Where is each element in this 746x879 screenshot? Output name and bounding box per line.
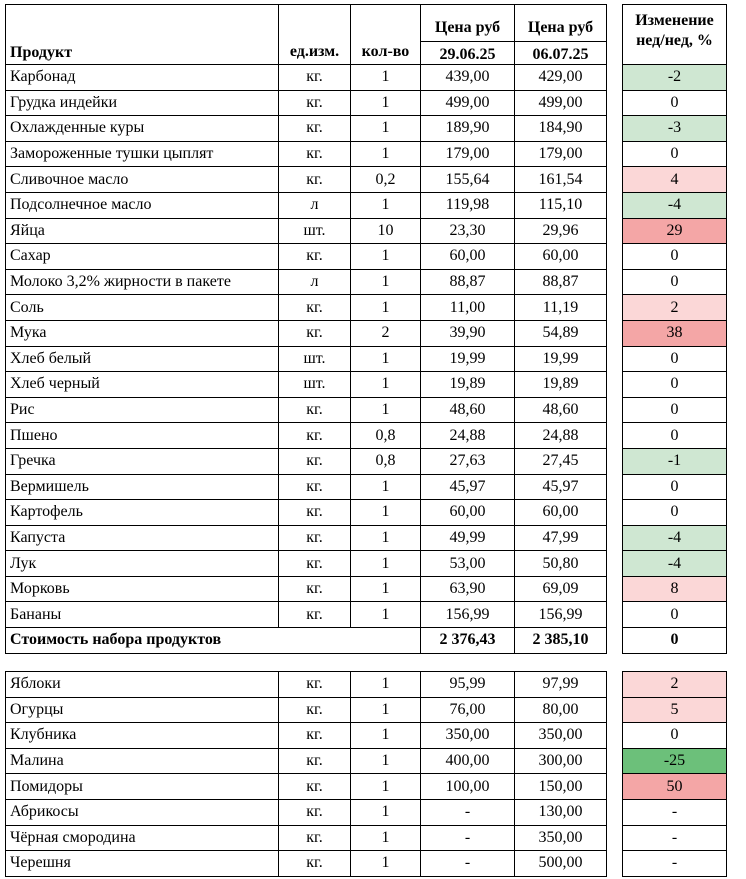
price-date1-cell: 45,97 (421, 474, 515, 500)
gap-cell (607, 672, 623, 698)
price-date1-cell: - (421, 851, 515, 877)
gap-cell (607, 825, 623, 851)
qty-cell: 1 (351, 141, 421, 167)
unit-cell: кг. (279, 851, 351, 877)
table-row (6, 397, 727, 423)
header-unit: ед.изм. (279, 5, 351, 65)
unit-cell: кг. (279, 500, 351, 526)
change-cell: 0 (623, 602, 727, 628)
qty-cell: 1 (351, 397, 421, 423)
product-name: Гречка (6, 448, 279, 474)
gap-cell (607, 576, 623, 602)
change-cell: -4 (623, 551, 727, 577)
unit-cell: кг. (279, 65, 351, 91)
price-date1-cell: 39,90 (421, 320, 515, 346)
table-row (6, 672, 727, 698)
change-cell: 0 (623, 500, 727, 526)
price-date1-cell: - (421, 825, 515, 851)
change-cell: 4 (623, 167, 727, 193)
price-date1-cell: 350,00 (421, 723, 515, 749)
product-name: Малина (6, 748, 279, 774)
change-cell: -2 (623, 65, 727, 91)
product-name: Сливочное масло (6, 167, 279, 193)
table-row (6, 551, 727, 577)
unit-cell: кг. (279, 244, 351, 270)
qty-cell: 1 (351, 372, 421, 398)
qty-cell: 1 (351, 65, 421, 91)
price-date1-cell: 439,00 (421, 65, 515, 91)
price-date1-cell: 19,89 (421, 372, 515, 398)
gap-cell (607, 551, 623, 577)
qty-cell: 1 (351, 192, 421, 218)
gap-cell (607, 602, 623, 628)
change-cell: 50 (623, 774, 727, 800)
qty-cell: 1 (351, 602, 421, 628)
price-date2-cell: 499,00 (515, 90, 607, 116)
gap-cell (607, 192, 623, 218)
gap-cell (607, 141, 623, 167)
price-date2-cell: 350,00 (515, 825, 607, 851)
price-date1-cell: 156,99 (421, 602, 515, 628)
unit-cell: шт. (279, 372, 351, 398)
unit-cell: кг. (279, 423, 351, 449)
table-row (6, 269, 727, 295)
gap-cell (607, 748, 623, 774)
change-cell: 0 (623, 269, 727, 295)
table-row (6, 346, 727, 372)
price-date2-cell: 29,96 (515, 218, 607, 244)
product-name: Помидоры (6, 774, 279, 800)
price-date2-cell: 54,89 (515, 320, 607, 346)
product-name: Рис (6, 397, 279, 423)
gap-cell (607, 372, 623, 398)
product-name: Мука (6, 320, 279, 346)
header-row (6, 5, 727, 65)
unit-cell: кг. (279, 551, 351, 577)
product-name: Охлажденные куры (6, 116, 279, 142)
unit-cell: кг. (279, 474, 351, 500)
product-name: Яблоки (6, 672, 279, 698)
table-row (6, 141, 727, 167)
qty-cell: 1 (351, 90, 421, 116)
change-cell: 0 (623, 90, 727, 116)
price-date2-cell: 48,60 (515, 397, 607, 423)
product-name: Капуста (6, 525, 279, 551)
gap-cell (607, 723, 623, 749)
unit-cell: кг. (279, 799, 351, 825)
unit-cell: кг. (279, 448, 351, 474)
qty-cell: 1 (351, 748, 421, 774)
table-row (6, 90, 727, 116)
price-table (5, 4, 727, 654)
change-cell: 29 (623, 218, 727, 244)
qty-cell: 1 (351, 576, 421, 602)
price-date2-cell: 11,19 (515, 295, 607, 321)
price-date1-cell: - (421, 799, 515, 825)
table-row (6, 602, 727, 628)
product-name: Хлеб черный (6, 372, 279, 398)
price-date2-cell: 80,00 (515, 697, 607, 723)
table-row (6, 448, 727, 474)
qty-cell: 0,8 (351, 448, 421, 474)
gap-cell (607, 525, 623, 551)
product-name: Огурцы (6, 697, 279, 723)
table-row (6, 320, 727, 346)
qty-cell: 1 (351, 474, 421, 500)
gap-cell (607, 269, 623, 295)
change-cell: -1 (623, 448, 727, 474)
table-row (6, 748, 727, 774)
qty-cell: 1 (351, 851, 421, 877)
product-name: Абрикосы (6, 799, 279, 825)
total-price-date1: 2 376,43 (421, 628, 515, 654)
product-name: Лук (6, 551, 279, 577)
price-date1-cell: 179,00 (421, 141, 515, 167)
qty-cell: 1 (351, 697, 421, 723)
table-row (6, 244, 727, 270)
table-row (6, 218, 727, 244)
change-cell: 38 (623, 320, 727, 346)
price-date2-cell: 300,00 (515, 748, 607, 774)
product-name: Карбонад (6, 65, 279, 91)
price-date2-cell: 47,99 (515, 525, 607, 551)
price-date2-cell: 97,99 (515, 672, 607, 698)
table-row (6, 525, 727, 551)
table-row (6, 851, 727, 877)
price-date1-cell: 499,00 (421, 90, 515, 116)
change-cell: 5 (623, 697, 727, 723)
table-row (6, 116, 727, 142)
price-date2-cell: 19,99 (515, 346, 607, 372)
table-row (6, 167, 727, 193)
unit-cell: кг. (279, 141, 351, 167)
table-row (6, 799, 727, 825)
qty-cell: 1 (351, 116, 421, 142)
change-cell: -25 (623, 748, 727, 774)
product-name: Молоко 3,2% жирности в пакете (6, 269, 279, 295)
price-date1-cell: 88,87 (421, 269, 515, 295)
price-date1-cell: 100,00 (421, 774, 515, 800)
price-date2-cell: 60,00 (515, 244, 607, 270)
gap-cell (607, 851, 623, 877)
qty-cell: 1 (351, 346, 421, 372)
header-change: Изменение нед/нед, % (623, 5, 727, 65)
change-cell: 0 (623, 244, 727, 270)
price-date2-cell: 88,87 (515, 269, 607, 295)
price-date1-cell: 189,90 (421, 116, 515, 142)
product-name: Пшено (6, 423, 279, 449)
gap-cell (607, 90, 623, 116)
unit-cell: кг. (279, 295, 351, 321)
header-product: Продукт (6, 5, 279, 65)
table-row (6, 474, 727, 500)
product-name: Клубника (6, 723, 279, 749)
price-date2-cell: 150,00 (515, 774, 607, 800)
header-price-label-2: Цена руб (515, 19, 607, 42)
gap-cell (607, 295, 623, 321)
gap-cell (607, 167, 623, 193)
change-cell: 0 (623, 372, 727, 398)
price-date1-cell: 19,99 (421, 346, 515, 372)
header-date2: 06.07.25 (532, 46, 589, 63)
total-row (6, 628, 727, 654)
price-date2-cell: 115,10 (515, 192, 607, 218)
change-cell: 0 (623, 474, 727, 500)
unit-cell: кг. (279, 774, 351, 800)
change-cell: 0 (623, 423, 727, 449)
product-name: Морковь (6, 576, 279, 602)
unit-cell: шт. (279, 218, 351, 244)
qty-cell: 10 (351, 218, 421, 244)
price-date1-cell: 95,99 (421, 672, 515, 698)
header-price-label-1: Цена руб (421, 19, 515, 42)
header-qty: кол-во (351, 5, 421, 65)
price-date1-cell: 119,98 (421, 192, 515, 218)
unit-cell: кг. (279, 748, 351, 774)
gap-cell (607, 244, 623, 270)
price-date1-cell: 63,90 (421, 576, 515, 602)
change-cell: -4 (623, 525, 727, 551)
product-name: Сахар (6, 244, 279, 270)
price-date2-cell: 50,80 (515, 551, 607, 577)
gap-cell (607, 65, 623, 91)
header-date1: 29.06.25 (439, 46, 496, 63)
price-date1-cell: 60,00 (421, 500, 515, 526)
gap-cell (607, 397, 623, 423)
table-row (6, 825, 727, 851)
price-date1-cell: 48,60 (421, 397, 515, 423)
change-cell: 8 (623, 576, 727, 602)
unit-cell: кг. (279, 397, 351, 423)
price-date2-cell: 130,00 (515, 799, 607, 825)
price-date2-cell: 27,45 (515, 448, 607, 474)
product-name: Соль (6, 295, 279, 321)
gap-cell (607, 628, 623, 654)
price-date1-cell: 23,30 (421, 218, 515, 244)
table-row (6, 192, 727, 218)
price-date2-cell: 19,89 (515, 372, 607, 398)
gap-cell (607, 346, 623, 372)
qty-cell: 0,2 (351, 167, 421, 193)
header-price-date2 (515, 5, 607, 65)
qty-cell: 1 (351, 525, 421, 551)
qty-cell: 2 (351, 320, 421, 346)
product-name: Замороженные тушки цыплят (6, 141, 279, 167)
unit-cell: кг. (279, 167, 351, 193)
table-row (6, 500, 727, 526)
price-date1-cell: 53,00 (421, 551, 515, 577)
change-cell: 0 (623, 723, 727, 749)
table-row (6, 295, 727, 321)
change-cell: 2 (623, 295, 727, 321)
product-name: Бананы (6, 602, 279, 628)
qty-cell: 1 (351, 244, 421, 270)
gap-cell (607, 500, 623, 526)
change-cell: -3 (623, 116, 727, 142)
table-row (6, 65, 727, 91)
product-name: Черешня (6, 851, 279, 877)
unit-cell: кг. (279, 723, 351, 749)
change-cell: - (623, 799, 727, 825)
unit-cell: кг. (279, 90, 351, 116)
price-date2-cell: 24,88 (515, 423, 607, 449)
unit-cell: кг. (279, 525, 351, 551)
price-date1-cell: 11,00 (421, 295, 515, 321)
unit-cell: л (279, 192, 351, 218)
table-row (6, 576, 727, 602)
change-cell: - (623, 825, 727, 851)
qty-cell: 1 (351, 825, 421, 851)
unit-cell: шт. (279, 346, 351, 372)
qty-cell: 1 (351, 500, 421, 526)
qty-cell: 1 (351, 295, 421, 321)
price-date1-cell: 27,63 (421, 448, 515, 474)
price-date1-cell: 400,00 (421, 748, 515, 774)
gap-cell (607, 448, 623, 474)
price-date2-cell: 500,00 (515, 851, 607, 877)
product-name: Хлеб белый (6, 346, 279, 372)
gap-cell (607, 474, 623, 500)
product-name: Картофель (6, 500, 279, 526)
gap-cell (607, 697, 623, 723)
qty-cell: 0,8 (351, 423, 421, 449)
gap-cell (607, 218, 623, 244)
qty-cell: 1 (351, 723, 421, 749)
price-date2-cell: 184,90 (515, 116, 607, 142)
total-change: 0 (623, 628, 727, 654)
product-name: Вермишель (6, 474, 279, 500)
qty-cell: 1 (351, 672, 421, 698)
price-date2-cell: 69,09 (515, 576, 607, 602)
change-cell: 0 (623, 141, 727, 167)
price-date1-cell: 60,00 (421, 244, 515, 270)
gap-cell (607, 116, 623, 142)
product-name: Грудка индейки (6, 90, 279, 116)
change-cell: - (623, 851, 727, 877)
unit-cell: кг. (279, 576, 351, 602)
gap-cell (607, 320, 623, 346)
price-date2-cell: 429,00 (515, 65, 607, 91)
table-row (6, 423, 727, 449)
unit-cell: кг. (279, 116, 351, 142)
gap-cell (607, 774, 623, 800)
change-cell: 0 (623, 397, 727, 423)
unit-cell: кг. (279, 320, 351, 346)
price-date2-cell: 179,00 (515, 141, 607, 167)
unit-cell: кг. (279, 697, 351, 723)
gap-cell (607, 423, 623, 449)
product-name: Подсолнечное масло (6, 192, 279, 218)
price-date1-cell: 155,64 (421, 167, 515, 193)
change-cell: 2 (623, 672, 727, 698)
qty-cell: 1 (351, 799, 421, 825)
change-cell: 0 (623, 346, 727, 372)
fruit-table (5, 671, 727, 877)
unit-cell: кг. (279, 825, 351, 851)
table-row (6, 697, 727, 723)
price-date2-cell: 156,99 (515, 602, 607, 628)
gap-cell (607, 799, 623, 825)
price-date2-cell: 45,97 (515, 474, 607, 500)
price-date1-cell: 49,99 (421, 525, 515, 551)
table-row (6, 372, 727, 398)
price-date1-cell: 76,00 (421, 697, 515, 723)
price-date1-cell: 24,88 (421, 423, 515, 449)
change-cell: -4 (623, 192, 727, 218)
product-name: Яйца (6, 218, 279, 244)
price-date2-cell: 161,54 (515, 167, 607, 193)
table-row (6, 723, 727, 749)
table-row (6, 774, 727, 800)
price-date2-cell: 60,00 (515, 500, 607, 526)
price-date2-cell: 350,00 (515, 723, 607, 749)
product-name: Чёрная смородина (6, 825, 279, 851)
total-price-date2: 2 385,10 (515, 628, 607, 654)
unit-cell: л (279, 269, 351, 295)
header-price-date1 (421, 5, 515, 65)
qty-cell: 1 (351, 774, 421, 800)
qty-cell: 1 (351, 551, 421, 577)
total-label: Стоимость набора продуктов (6, 628, 421, 654)
qty-cell: 1 (351, 269, 421, 295)
unit-cell: кг. (279, 672, 351, 698)
unit-cell: кг. (279, 602, 351, 628)
gap-cell (607, 5, 623, 65)
